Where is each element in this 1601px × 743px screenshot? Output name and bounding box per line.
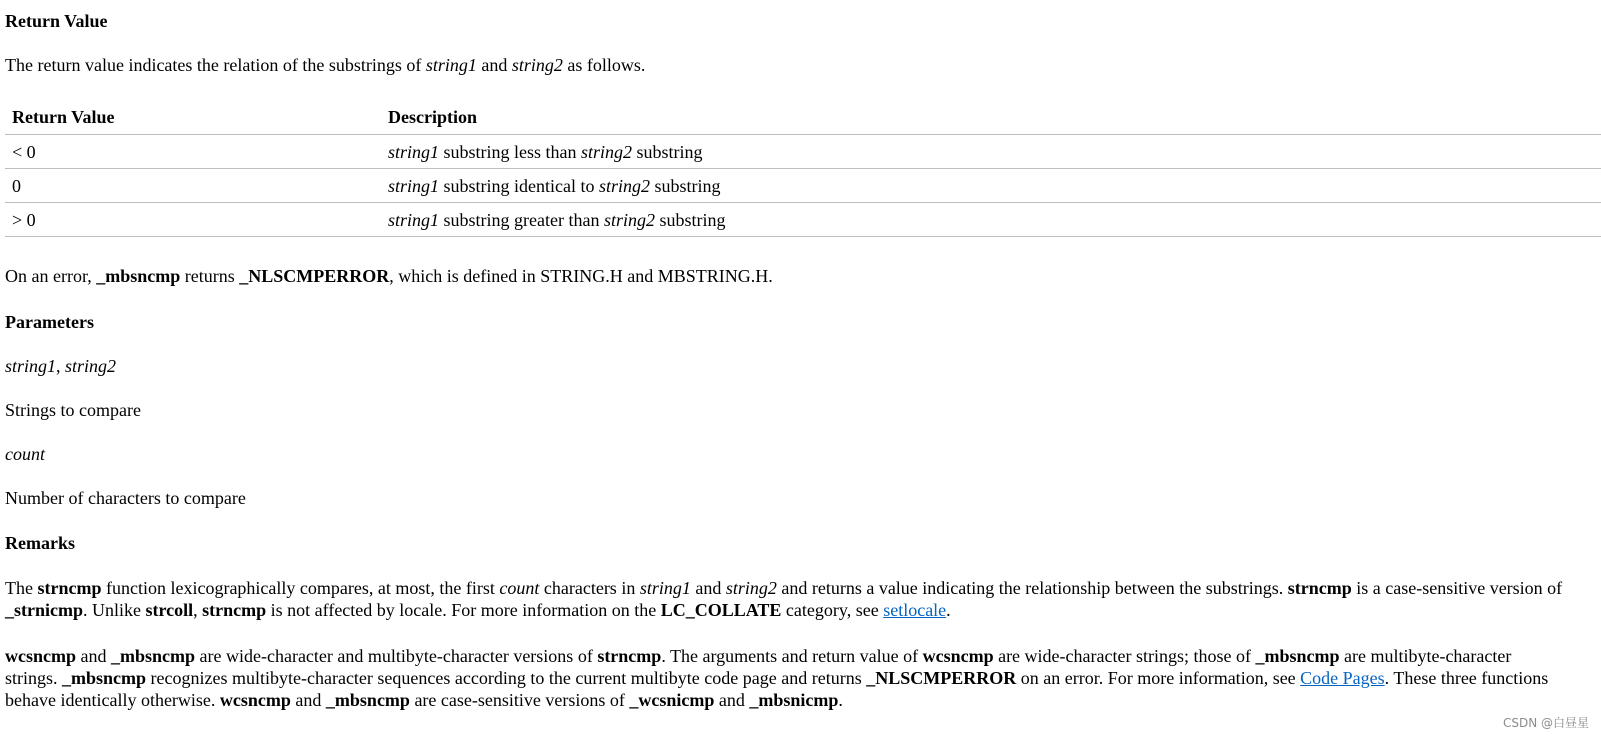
column-header-description: Description	[381, 101, 1601, 135]
remarks-text: The	[5, 578, 38, 598]
remarks-text: are case-sensitive versions of	[409, 690, 630, 710]
description-cell	[381, 169, 1601, 203]
function-name: strncmp	[597, 646, 662, 666]
param-name-strings	[5, 355, 116, 377]
param-ref: string2	[725, 578, 777, 598]
return-value-table	[5, 101, 1601, 237]
table-row	[5, 203, 1601, 237]
cell-text: substring greater than	[439, 210, 604, 230]
remarks-text: are wide-character and multibyte-character versions of	[195, 646, 598, 666]
function-name: _strnicmp	[5, 600, 83, 620]
return-value-cell: < 0	[5, 135, 381, 169]
cell-text: substring less than	[439, 142, 582, 162]
remarks-text: and	[714, 690, 750, 710]
cell-string2: string2	[599, 176, 651, 196]
table-row	[5, 135, 1601, 169]
remarks-text: .	[838, 690, 843, 710]
function-name: strncmp	[202, 600, 267, 620]
remarks-text: and	[290, 690, 326, 710]
code-pages-link[interactable]: Code Pages	[1300, 668, 1385, 688]
function-name: _wcsnicmp	[629, 690, 715, 710]
function-name: _mbsncmp	[62, 668, 147, 688]
cell-text: substring	[650, 176, 721, 196]
cell-string1: string1	[388, 176, 440, 196]
function-name: _mbsncmp	[325, 690, 410, 710]
function-name: strcoll	[145, 600, 194, 620]
param-ref: count	[499, 578, 540, 598]
cell-string2: string2	[581, 142, 633, 162]
param-ref: string1	[639, 578, 691, 598]
param-desc-count: Number of characters to compare	[5, 488, 246, 508]
remarks-text: are wide-character strings; those of	[993, 646, 1256, 666]
setlocale-link[interactable]: setlocale	[883, 600, 947, 620]
remarks-text: category, see	[781, 600, 884, 620]
intro-string1: string1	[425, 55, 477, 75]
remarks-text: and	[76, 646, 111, 666]
return-value-heading: Return Value	[5, 11, 108, 31]
remarks-paragraph-2	[5, 645, 1565, 711]
remarks-text: . Unlike	[83, 600, 146, 620]
remarks-text: is not affected by locale. For more information on the	[266, 600, 661, 620]
function-name: wcsncmp	[922, 646, 994, 666]
remarks-text: and	[690, 578, 726, 598]
remarks-text: is a case-sensitive version of	[1351, 578, 1563, 598]
return-value-cell: > 0	[5, 203, 381, 237]
remarks-text: . The arguments and return value of	[661, 646, 923, 666]
remarks-text: ,	[193, 600, 203, 620]
remarks-text: .	[946, 600, 951, 620]
error-constant: _NLSCMPERROR	[239, 266, 390, 286]
param-name-count	[5, 443, 45, 465]
remarks-heading: Remarks	[5, 533, 75, 553]
cell-string1: string1	[388, 142, 440, 162]
remarks-text: are multibyte-character strings.	[5, 646, 1512, 688]
param-string1: string1	[5, 356, 57, 376]
cell-string2: string2	[603, 210, 655, 230]
remarks-text: function lexicographically compares, at most, the first	[101, 578, 500, 598]
error-text: , which is defined in STRING.H and MBSTRING.H.	[389, 266, 773, 286]
table-header-row	[5, 101, 1601, 135]
cell-text: substring identical to	[439, 176, 599, 196]
error-function: _mbsncmp	[96, 266, 181, 286]
description-cell	[381, 203, 1601, 237]
error-text: On an error,	[5, 266, 97, 286]
remarks-text: on an error. For more information, see	[1016, 668, 1301, 688]
table-row	[5, 169, 1601, 203]
remarks-text: and returns a value indicating the relationship between the substrings.	[776, 578, 1288, 598]
function-name: _mbsncmp	[111, 646, 196, 666]
function-name: _mbsnicmp	[749, 690, 839, 710]
category-name: LC_COLLATE	[660, 600, 782, 620]
parameters-heading: Parameters	[5, 312, 94, 332]
error-note	[5, 265, 773, 287]
param-desc-strings: Strings to compare	[5, 400, 141, 420]
column-header-return-value: Return Value	[5, 101, 381, 135]
remarks-text: recognizes multibyte-character sequences according to the current multibyte code page and returns	[146, 668, 867, 688]
intro-text: as follows.	[562, 55, 646, 75]
function-name: _mbsncmp	[1255, 646, 1340, 666]
intro-text: The return value indicates the relation of the substrings of	[5, 55, 426, 75]
error-constant: _NLSCMPERROR	[866, 668, 1017, 688]
param-string2: string2	[65, 356, 117, 376]
cell-text: substring	[632, 142, 703, 162]
cell-string1: string1	[388, 210, 440, 230]
function-name: wcsncmp	[219, 690, 291, 710]
param-count: count	[5, 444, 45, 464]
error-text: returns	[180, 266, 240, 286]
function-name: strncmp	[37, 578, 102, 598]
intro-string2: string2	[511, 55, 563, 75]
function-name: wcsncmp	[5, 646, 76, 666]
intro-text: and	[476, 55, 512, 75]
return-value-intro	[5, 54, 645, 76]
cell-text: substring	[654, 210, 726, 230]
csdn-watermark: CSDN @白昼星	[1502, 716, 1589, 730]
return-value-cell: 0	[5, 169, 381, 203]
description-cell	[381, 135, 1601, 169]
remarks-text: . These three functions behave identically otherwise.	[5, 668, 1549, 710]
remarks-paragraph-1	[5, 577, 1565, 621]
function-name: strncmp	[1287, 578, 1352, 598]
param-separator: ,	[56, 356, 66, 376]
remarks-text: characters in	[539, 578, 640, 598]
